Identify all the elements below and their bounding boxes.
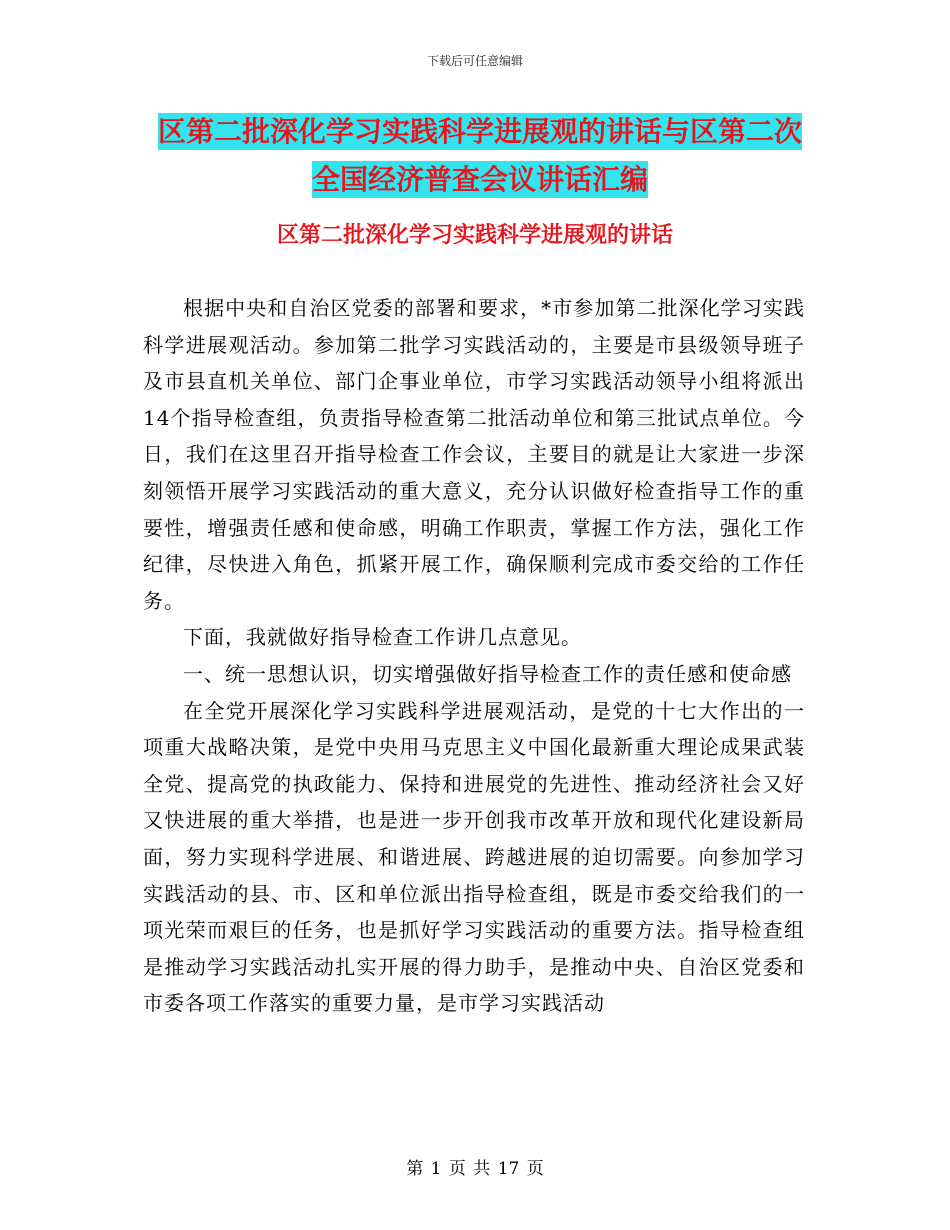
body-paragraph: 根据中央和自治区党委的部署和要求，*市参加第二批深化学习实践科学进展观活动。参加第二批学习实践活动的，主要是市县级领导班子及市县直机关单位、部门企事业单位，市学习实践活动领导小组将派出14个指导检查组，负责指导检查第二批活动单位和第三批试点单位。今日，我们在这里召开指导检查工作会议，主要目的就是让大家进一步深刻领悟开展学习实践活动的重大意义，充分认识做好检查指导工作的重要性，增强责任感和使命感，明确工作职责，掌握工作方法，强化工作纪律，尽快进入角色，抓紧开展工作，确保顺利完成市委交给的工作任务。 xyxy=(143,296,805,613)
page-header-note: 下载后可任意编辑 xyxy=(426,54,523,68)
document-body xyxy=(143,290,805,1022)
body-paragraph: 在全党开展深化学习实践科学进展观活动，是党的十七大作出的一项重大战略决策，是党中央用马克思主义中国化最新重大理论成果武装全党、提高党的执政能力、保持和进展党的先进性、推动经济社会又好又快进展的重大举措，也是进一步开创我市改革开放和现代化建设新局面，努力实现科学进展、和谐进展、跨越进展的迫切需要。向参加学习实践活动的县、市、区和单位派出指导检查组，既是市委交给我们的一项光荣而艰巨的任务，也是抓好学习实践活动的重要方法。指导检查组是推动学习实践活动扎实开展的得力助手，是推动中央、自治区党委和市委各项工作落实的重要力量，是市学习实践活动 xyxy=(143,698,805,1016)
document-title-line-1: 区第二批深化学习实践科学进展观的讲话与区第二次 xyxy=(157,115,802,148)
body-paragraph: 一、统一思想认识，切实增强做好指导检查工作的责任感和使命感 xyxy=(183,661,792,686)
document-title xyxy=(140,108,820,204)
page-number-footer: 第 1 页 共 17 页 xyxy=(406,1159,544,1179)
section-title: 区第二批深化学习实践科学进展观的讲话 xyxy=(276,223,673,248)
document-title-line-2: 全国经济普查会议讲话汇编 xyxy=(311,163,648,196)
body-paragraph: 下面，我就做好指导检查工作讲几点意见。 xyxy=(183,625,582,650)
